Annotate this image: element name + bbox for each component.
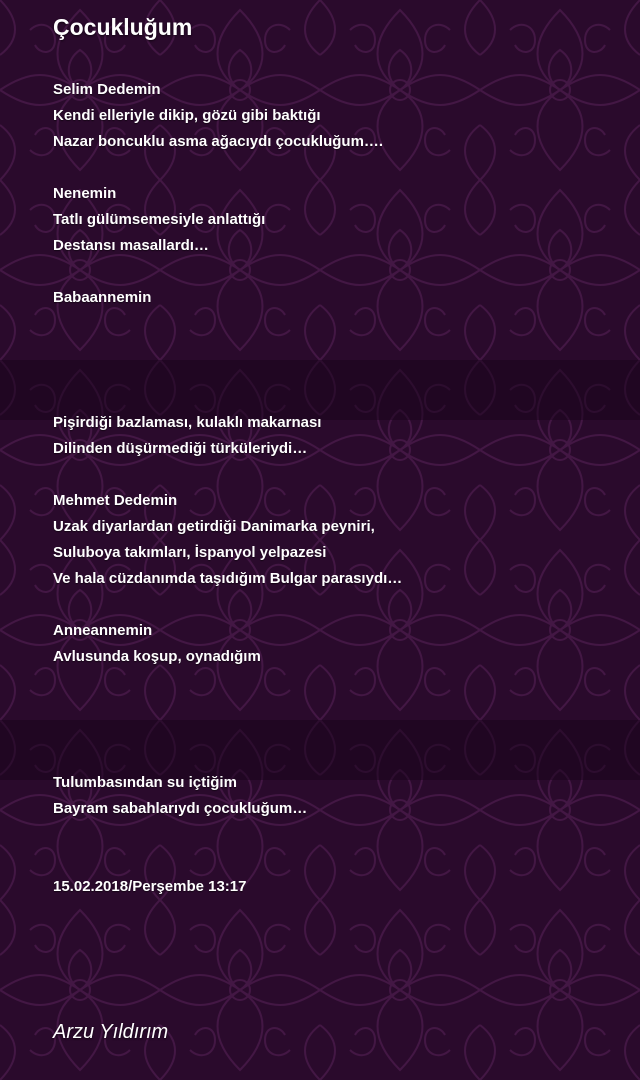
poem-line: Uzak diyarlardan getirdiği Danimarka peyniri,	[53, 518, 375, 535]
poem-line: Selim Dedemin	[53, 81, 161, 98]
poem-line: Nazar boncuklu asma ağacıydı çocukluğum….	[53, 133, 384, 150]
poem-line: Avlusunda koşup, oynadığım	[53, 648, 261, 665]
poem-line: Mehmet Dedemin	[53, 492, 178, 509]
poem-title: Çocukluğum	[53, 14, 193, 40]
poem-line: Kendi elleriyle dikip, gözü gibi baktığı	[53, 107, 321, 124]
poem-line: Anneannemin	[53, 622, 153, 639]
poem-line: Tulumbasından su içtiğim	[53, 774, 237, 791]
poem-line: Ve hala cüzdanımda taşıdığım Bulgar parasıydı…	[53, 570, 403, 587]
poem-line: Nenemin	[53, 185, 117, 202]
author-name: Arzu Yıldırım	[53, 1021, 169, 1043]
poem-line: Dilinden düşürmediği türküleriydi…	[53, 440, 308, 457]
poem-line: Tatlı gülümsemesiyle anlattığı	[53, 211, 266, 228]
poem-line: Bayram sabahlarıydı çocukluğum…	[53, 800, 308, 817]
poem-line: Suluboya takımları, İspanyol yelpazesi	[53, 544, 327, 561]
poem-line: Babaannemin	[53, 289, 152, 306]
poem-line: Destansı masallardı…	[53, 237, 209, 254]
date-line: 15.02.2018/Perşembe 13:17	[53, 878, 247, 895]
poem-line: Pişirdiği bazlaması, kulaklı makarnası	[53, 414, 322, 431]
